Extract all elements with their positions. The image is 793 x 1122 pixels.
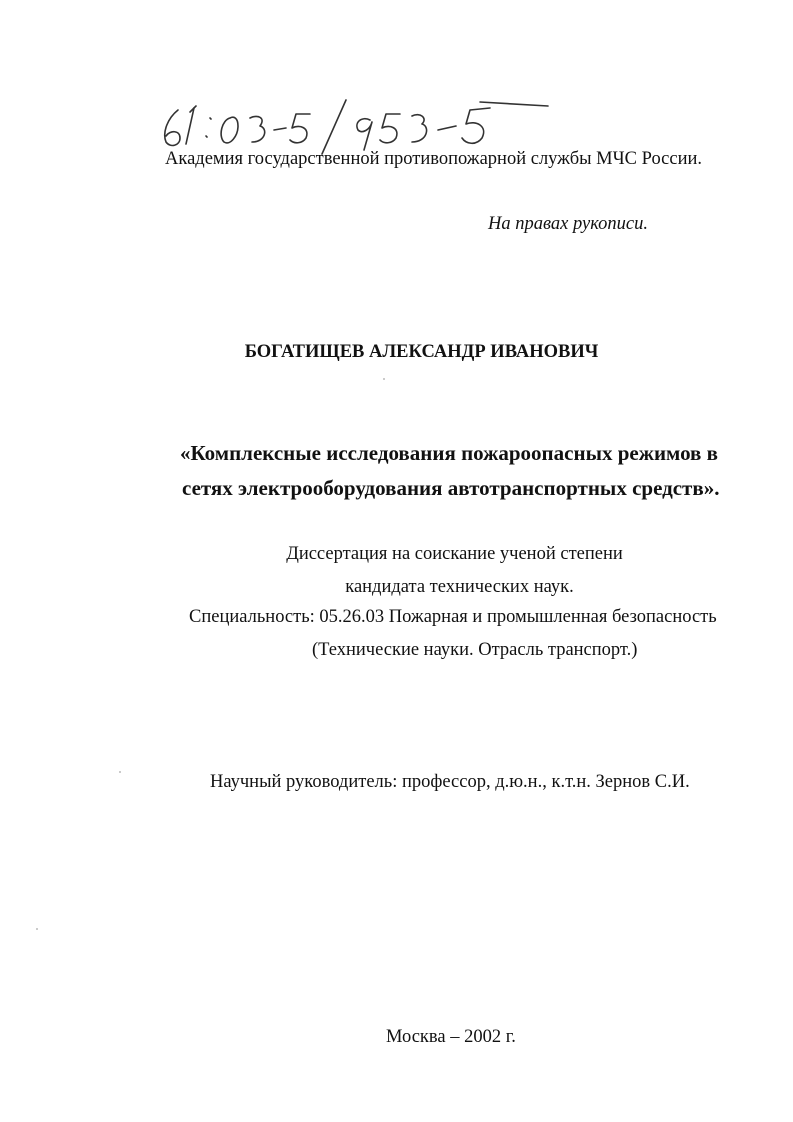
field-line: (Технические науки. Отрасль транспорт.) [312, 640, 638, 660]
author-name: БОГАТИЩЕВ АЛЕКСАНДР ИВАНОВИЧ [244, 342, 599, 362]
city-and-year: Москва – 2002 г. [386, 1027, 516, 1047]
scan-speck [119, 771, 121, 773]
thesis-title [180, 436, 740, 506]
scientific-supervisor: Научный руководитель: профессор, д.ю.н., к.т.н. Зернов С.И. [210, 772, 690, 792]
thesis-title-line-2: сетях электрооборудования автотранспортных средств». [182, 476, 720, 500]
institution-name: Академия государственной противопожарной службы МЧС России. [165, 149, 703, 169]
degree-statement-line-1: Диссертация на соискание ученой степени [286, 544, 623, 564]
degree-statement-line-2: кандидата технических наук. [345, 577, 574, 597]
specialty-line: Специальность: 05.26.03 Пожарная и промышленная безопасность [189, 607, 717, 627]
scan-speck [383, 378, 385, 380]
scan-speck [36, 928, 38, 930]
manuscript-rights-note: На правах рукописи. [488, 214, 648, 234]
thesis-title-line-1: «Комплексные исследования пожароопасных режимов в [180, 441, 718, 465]
